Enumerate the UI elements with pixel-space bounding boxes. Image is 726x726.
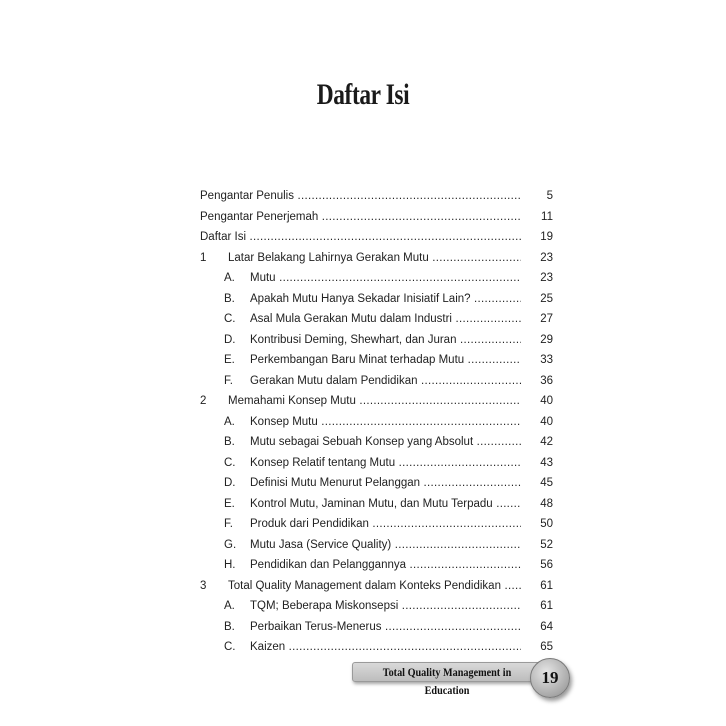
toc-entry [200,596,553,617]
toc-entry-title: Mutu sebagai Sebuah Konsep yang Absolut ..... [250,432,521,453]
toc-entry-number: B. [224,436,235,448]
toc-entry-title: Perkembangan Baru Minat terhadap Mutu ..... [250,350,521,371]
toc-entry-page: 36 [540,374,553,387]
toc-entry-page: 42 [540,436,553,448]
toc-entry [200,576,553,597]
toc-entry-page: 52 [540,538,553,551]
toc-entry-title: Mutu ..... [250,268,521,289]
toc-entry-number: F. [224,518,233,530]
toc-entry-number: B. [224,292,235,305]
toc-entry-number: F. [224,374,233,387]
toc-entry-page: 43 [540,456,553,469]
toc-entry-number: A. [224,415,235,428]
toc-entry-title: Konsep Mutu ..... [250,412,521,433]
toc-entry-title: Asal Mula Gerakan Mutu dalam Industri ..... [250,309,521,330]
toc-entry [200,432,553,453]
toc-entry-page: 11 [541,210,553,223]
toc-entry-title: Total Quality Management dalam Konteks Pendidikan ..... [228,576,521,597]
table-of-contents [200,186,553,658]
toc-entry [200,391,553,412]
footer-book-title: Total Quality Management in Education [382,665,512,697]
toc-entry-title: Latar Belakang Lahirnya Gerakan Mutu ..... [228,248,521,269]
toc-entry-number: E. [224,354,235,366]
toc-entry-page: 61 [540,579,553,592]
toc-entry-title: Apakah Mutu Hanya Sekadar Inisiatif Lain? ..... [250,289,521,310]
toc-entry-number: 1 [200,251,207,264]
toc-entry-title: Produk dari Pendidikan ..... [250,514,521,535]
toc-entry-title: TQM; Beberapa Miskonsepsi ..... [250,596,521,617]
toc-entry-number: D. [224,477,236,489]
toc-entry-page: 19 [540,231,553,243]
toc-entry-title: Daftar Isi ..... [200,227,521,248]
toc-entry-title: Konsep Relatif tentang Mutu ..... [250,453,521,474]
toc-entry-page: 56 [540,559,553,571]
toc-entry-title: Perbaikan Terus-Menerus ..... [250,617,521,638]
toc-entry [200,268,553,289]
toc-entry-title: Pengantar Penulis ..... [200,186,521,207]
toc-entry [200,350,553,371]
toc-entry [200,453,553,474]
page-number-badge [530,658,570,698]
toc-entry-number: C. [224,641,236,653]
toc-entry [200,248,553,269]
toc-entry [200,309,553,330]
toc-entry [200,330,553,351]
toc-entry [200,535,553,556]
toc-entry-title: Kaizen ..... [250,637,521,658]
toc-entry-page: 61 [540,600,553,612]
toc-entry-number: G. [224,538,237,551]
toc-entry [200,412,553,433]
toc-entry-page: 5 [546,190,553,202]
toc-entry-number: 2 [200,395,207,407]
toc-entry-page: 48 [540,497,553,510]
toc-entry-title: Kontribusi Deming, Shewhart, dan Juran ..... [250,330,521,351]
toc-entry-title: Definisi Mutu Menurut Pelanggan ..... [250,473,521,494]
toc-entry [200,207,553,228]
toc-entry [200,186,553,207]
toc-entry-page: 27 [540,313,553,325]
footer-book-title-banner [352,662,542,697]
toc-entry-number: C. [224,313,236,325]
toc-entry [200,494,553,515]
toc-entry-page: 45 [540,477,553,489]
toc-entry-number: D. [224,333,236,346]
toc-entry-title: Pendidikan dan Pelanggannya ..... [250,555,521,576]
toc-entry-page: 23 [540,251,553,264]
toc-entry [200,289,553,310]
toc-entry-page: 29 [540,333,553,346]
toc-entry-number: A. [224,272,235,284]
toc-entry-number: C. [224,456,236,469]
toc-entry-page: 33 [540,354,553,366]
toc-entry-title: Memahami Konsep Mutu ..... [228,391,521,412]
toc-entry [200,555,553,576]
toc-entry-title: Kontrol Mutu, Jaminan Mutu, dan Mutu Terpadu ..... [250,494,521,515]
toc-entry-number: 3 [200,579,207,592]
toc-entry-title: Mutu Jasa (Service Quality) ..... [250,535,521,556]
toc-entry-number: H. [224,559,236,571]
toc-entry-page: 64 [540,620,553,633]
toc-entry [200,637,553,658]
toc-entry-page: 23 [540,272,553,284]
toc-entry [200,617,553,638]
toc-entry-title: Gerakan Mutu dalam Pendidikan ..... [250,371,521,392]
toc-entry-page: 40 [540,395,553,407]
page-number: 19 [541,668,559,687]
toc-entry-page: 40 [540,415,553,428]
toc-entry [200,473,553,494]
toc-entry-page: 50 [540,518,553,530]
toc-entry-page: 25 [540,292,553,305]
toc-entry [200,371,553,392]
page-title: Daftar Isi [316,78,410,111]
toc-entry-title: Pengantar Penerjemah ..... [200,207,521,228]
toc-entry [200,227,553,248]
toc-entry-page: 65 [540,641,553,653]
toc-entry-number: B. [224,620,235,633]
toc-entry [200,514,553,535]
toc-entry-number: A. [224,600,235,612]
toc-entry-number: E. [224,497,235,510]
